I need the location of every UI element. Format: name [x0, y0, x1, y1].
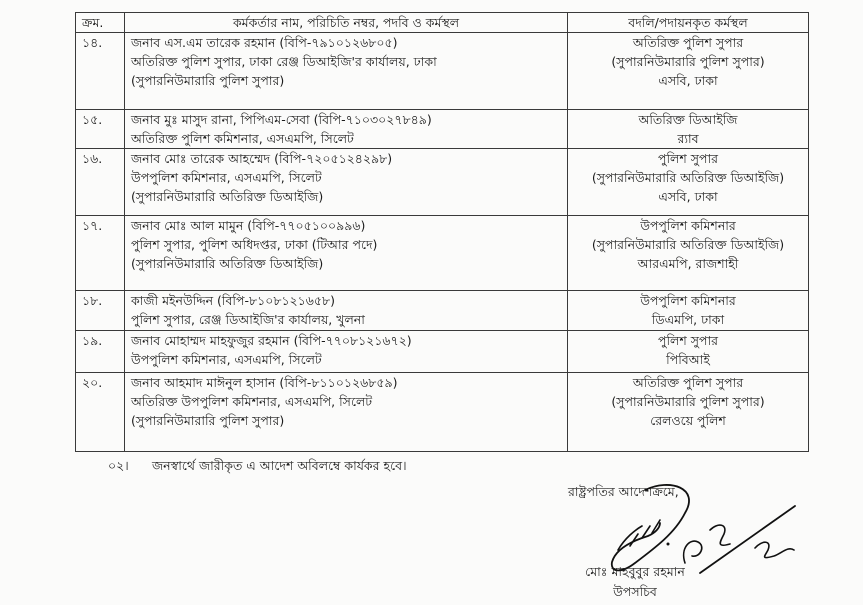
table-row	[76, 216, 809, 291]
header-officer: কর্মকর্তার নাম, পরিচিতি নম্বর, পদবি ও কর্মস্থল	[125, 13, 568, 33]
clause-text: জনস্বার্থে জারীকৃত এ আদেশ অবিলম্বে কার্যকর হবে।	[151, 458, 407, 473]
signature-block	[560, 478, 820, 603]
officer-note: (সুপারনিউমারারি পুলিশ সুপার)	[131, 73, 285, 88]
officer-current-post: উপপুলিশ কমিশনার, এসএমপি, সিলেট	[131, 170, 322, 185]
serial-cell: ১৭.	[76, 216, 125, 291]
posting-designation: পুলিশ সুপার	[658, 333, 718, 348]
posting-location: রেলওয়ে পুলিশ	[650, 413, 726, 428]
by-order-text: রাষ্ট্রপতির আদেশক্রমে,	[568, 484, 679, 499]
officer-cell	[125, 110, 568, 149]
officer-name: জনাব মোঃ আল মামুন (বিপি-৭৭০৫১০০৯৯৬)	[131, 218, 366, 233]
serial-cell: ১৪.	[76, 33, 125, 110]
posting-location: আরএমপি, রাজশাহী	[637, 256, 739, 271]
officer-cell	[125, 373, 568, 452]
officer-name: জনাব এস.এম তারেক রহমান (বিপি-৭৯১০১২৬৮০৫)	[131, 35, 398, 50]
officer-note: (সুপারনিউমারারি পুলিশ সুপার)	[131, 413, 285, 428]
table-row	[76, 149, 809, 216]
posting-location: এসবি, ঢাকা	[658, 189, 718, 204]
transfer-order-table	[75, 12, 809, 452]
officer-current-post: অতিরিক্ত উপপুলিশ কমিশনার, এসএমপি, সিলেট	[131, 394, 373, 409]
table-row	[76, 373, 809, 452]
posting-designation: পুলিশ সুপার	[658, 151, 718, 166]
officer-name: কাজী মইনউদ্দিন (বিপি-৮১০৮১২১৬৫৮)	[131, 293, 336, 308]
header-serial: ক্রম.	[76, 13, 125, 33]
posting-note: (সুপারনিউমারারি পুলিশ সুপার)	[611, 54, 765, 69]
posting-cell	[568, 110, 809, 149]
officer-name: জনাব মোহাম্মদ মাহফুজুর রহমান (বিপি-৭৭০৮১২১৬৭২)	[131, 333, 412, 348]
officer-cell	[125, 216, 568, 291]
posting-location: এসবি, ঢাকা	[658, 73, 718, 88]
serial-cell: ১৮.	[76, 291, 125, 331]
signer-name: মোঃ মাহবুবুর রহমান	[585, 564, 685, 579]
serial-cell: ১৬.	[76, 149, 125, 216]
signer-designation: উপসচিব	[613, 584, 657, 599]
officer-current-post: পুলিশ সুপার, পুলিশ অধিদপ্তর, ঢাকা (টিআর পদে)	[131, 237, 378, 252]
officer-current-post: অতিরিক্ত পুলিশ সুপার, ঢাকা রেঞ্জ ডিআইজি'র কার্যালয়, ঢাকা	[131, 54, 437, 69]
officer-note: (সুপারনিউমারারি অতিরিক্ত ডিআইজি)	[131, 189, 324, 204]
posting-location: ডিএমপি, ঢাকা	[651, 312, 725, 327]
serial-cell: ১৯.	[76, 331, 125, 373]
officer-current-post: উপপুলিশ কমিশনার, এসএমপি, সিলেট	[131, 352, 322, 367]
posting-cell	[568, 291, 809, 331]
officer-cell	[125, 33, 568, 110]
table-row	[76, 331, 809, 373]
posting-designation: অতিরিক্ত পুলিশ সুপার	[632, 375, 744, 390]
officer-cell	[125, 331, 568, 373]
officer-cell	[125, 291, 568, 331]
officer-name: জনাব মুঃ মাসুদ রানা, পিপিএম-সেবা (বিপি-৭১০৩০২৭৮৪৯)	[131, 112, 432, 127]
officer-name: জনাব মোঃ তারেক আহম্মেদ (বিপি-৭২০৫১২৪২৯৮)	[131, 151, 393, 166]
officer-current-post: অতিরিক্ত পুলিশ কমিশনার, এসএমপি, সিলেট	[131, 131, 354, 146]
posting-cell	[568, 149, 809, 216]
posting-cell	[568, 331, 809, 373]
clause-number: ০২।	[108, 458, 129, 473]
table-header-row	[76, 13, 809, 33]
effective-clause	[108, 458, 407, 478]
posting-designation: অতিরিক্ত পুলিশ সুপার	[632, 35, 744, 50]
posting-designation: উপপুলিশ কমিশনার	[640, 293, 736, 308]
posting-note: (সুপারনিউমারারি পুলিশ সুপার)	[611, 394, 765, 409]
posting-cell	[568, 33, 809, 110]
officer-name: জনাব আহমাদ মাঈনুল হাসান (বিপি-৮১১০১২৬৮৫৯)	[131, 375, 398, 390]
officer-current-post: পুলিশ সুপার, রেঞ্জ ডিআইজি'র কার্যালয়, খুলনা	[131, 312, 365, 327]
posting-designation: উপপুলিশ কমিশনার	[640, 218, 736, 233]
table-row	[76, 110, 809, 149]
table-row	[76, 291, 809, 331]
header-posting: বদলি/পদায়নকৃত কর্মস্থল	[568, 13, 809, 33]
posting-cell	[568, 216, 809, 291]
posting-location: র‍্যাব	[677, 131, 699, 146]
officer-note: (সুপারনিউমারারি অতিরিক্ত ডিআইজি)	[131, 256, 324, 271]
officer-cell	[125, 149, 568, 216]
serial-cell: ১৫.	[76, 110, 125, 149]
posting-designation: অতিরিক্ত ডিআইজি	[638, 112, 738, 127]
posting-cell	[568, 373, 809, 452]
posting-note: (সুপারনিউমারারি অতিরিক্ত ডিআইজি)	[591, 170, 785, 185]
serial-cell: ২০.	[76, 373, 125, 452]
table-row	[76, 33, 809, 110]
posting-location: পিবিআই	[666, 352, 710, 367]
posting-note: (সুপারনিউমারারি অতিরিক্ত ডিআইজি)	[591, 237, 785, 252]
